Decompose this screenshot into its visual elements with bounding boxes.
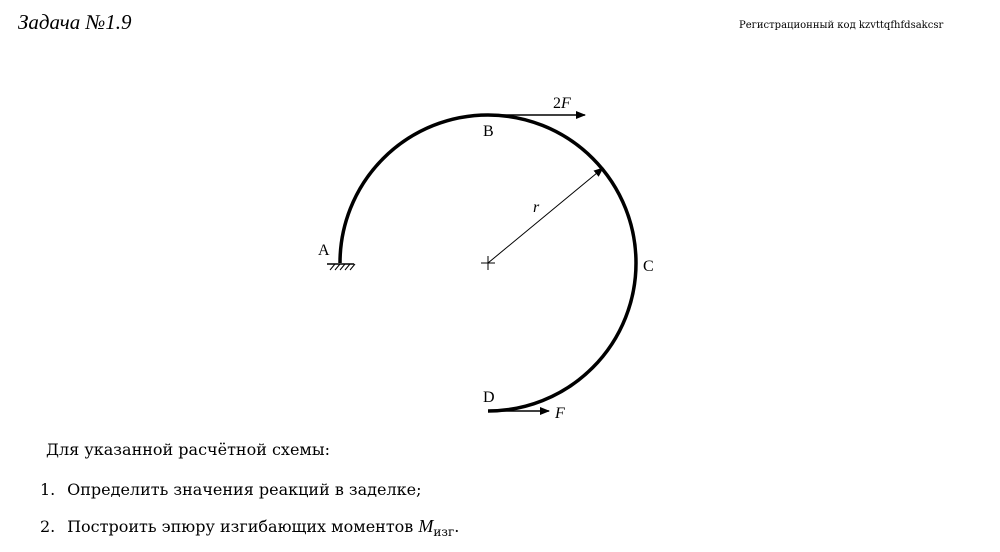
force-2f-coef: 2 <box>553 95 561 112</box>
task-intro: Для указанной расчётной схемы: <box>46 440 330 459</box>
task-item-text: Построить эпюру изгибающих моментов <box>67 517 419 536</box>
moment-subscript: изг <box>433 525 455 539</box>
task-item-2 <box>40 516 459 552</box>
force-2f-symbol: F <box>561 95 571 112</box>
force-2f-label <box>553 95 571 112</box>
radius-arrow <box>488 168 603 263</box>
point-label-c: C <box>643 258 654 275</box>
task-list <box>40 480 459 552</box>
force-f-label: F <box>555 405 565 422</box>
task-item-1 <box>40 480 459 516</box>
point-label-d: D <box>483 389 495 406</box>
registration-code: Регистрационный код kzvttqfhfdsakcsr <box>739 20 944 31</box>
point-label-b: B <box>483 123 494 140</box>
problem-title: Задача №1.9 <box>18 10 132 34</box>
task-item-number: 1. <box>40 480 56 499</box>
moment-variable: M <box>418 516 434 536</box>
task-item-number: 2. <box>40 517 56 536</box>
task-item-text: Определить значения реакций в заделке; <box>67 480 422 499</box>
point-label-a: A <box>318 242 330 259</box>
task-item-tail: . <box>454 517 460 536</box>
radius-label: r <box>533 199 540 216</box>
fixed-support-icon <box>327 264 355 270</box>
